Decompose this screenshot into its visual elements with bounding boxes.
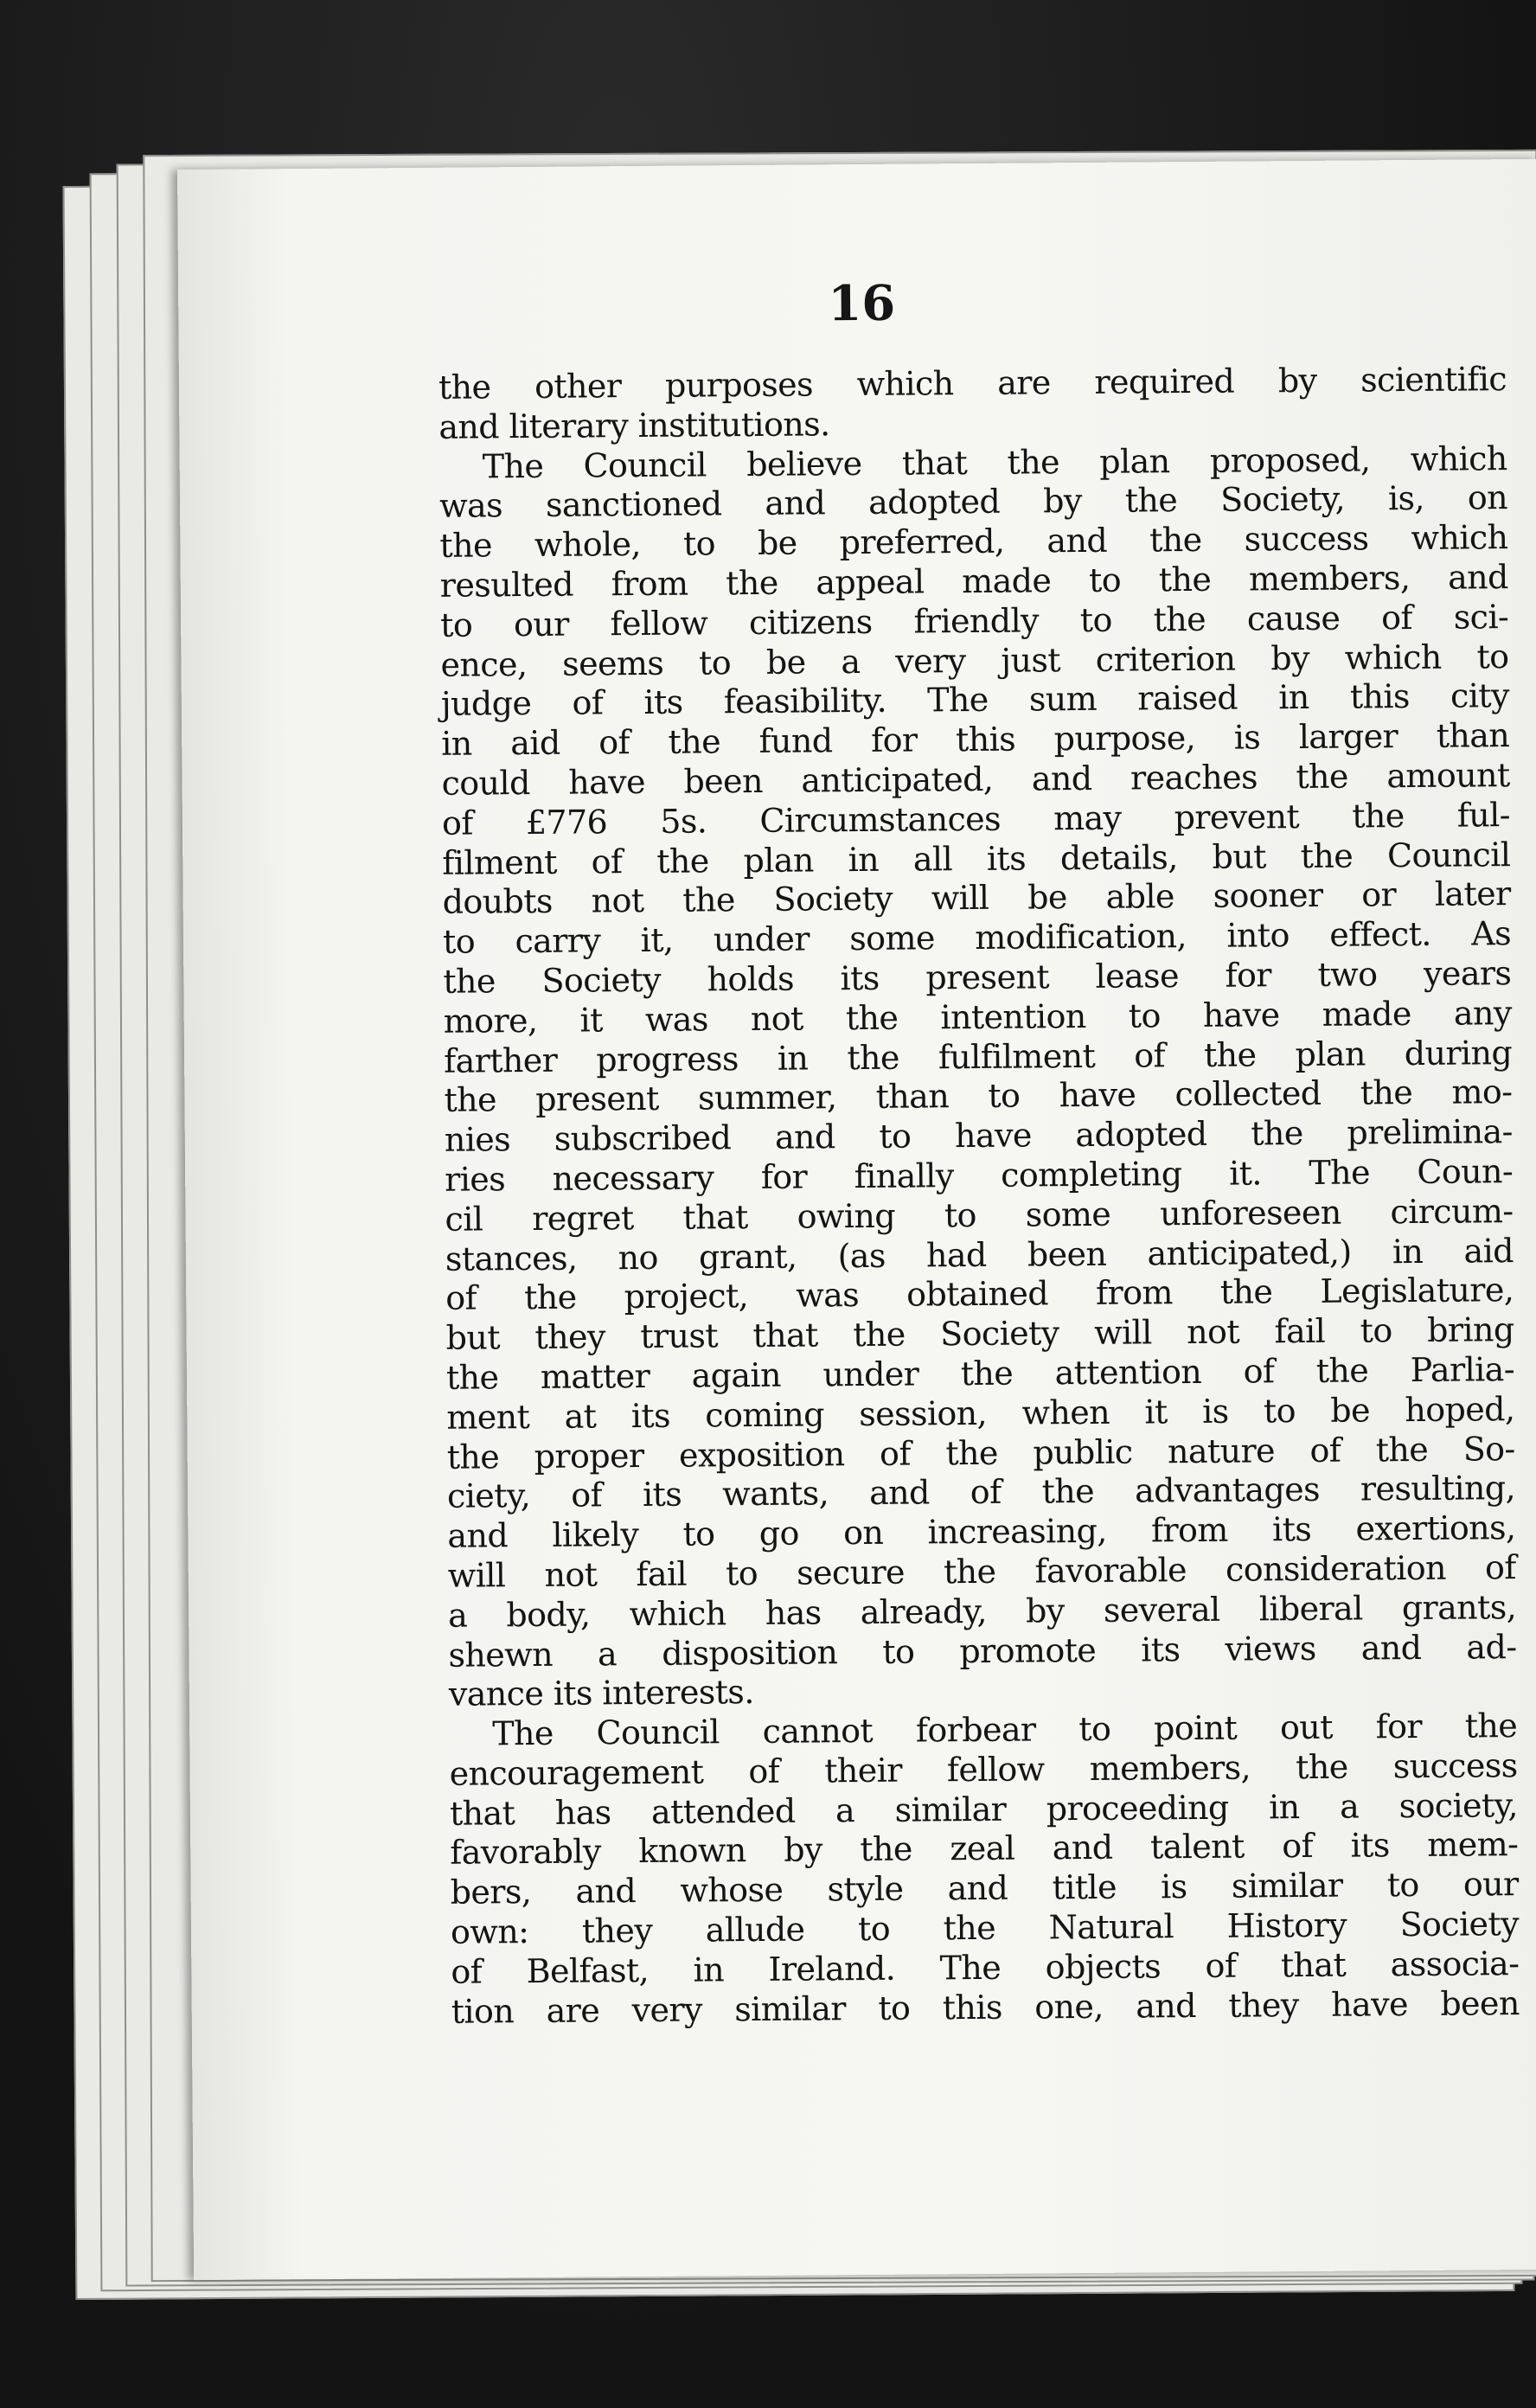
document-page: [177, 159, 1536, 2280]
text-line: The Council believe that the plan proposed, which: [482, 439, 1507, 486]
text-line: doubts not the Society will be able sooner or later: [442, 874, 1511, 922]
text-line: cil regret that owing to some unforeseen circum-: [445, 1191, 1514, 1239]
text-line: bers, and whose style and title is similar to our: [450, 1865, 1519, 1912]
text-line: of £776 5s. Circumstances may prevent the ful-: [441, 795, 1511, 842]
text-line: ries necessary for finally completing it. The Coun-: [445, 1152, 1514, 1199]
text-line: stances, no grant, (as had been anticipated,) in aid: [445, 1231, 1514, 1278]
text-line: shewn a disposition to promote its views and ad-: [448, 1627, 1517, 1675]
text-line: the whole, to be preferred, and the success which: [439, 518, 1508, 566]
text-line: was sanctioned and adopted by the Society, is, on: [438, 478, 1508, 526]
text-line: will not fail to secure the favorable consideration of: [447, 1547, 1516, 1595]
text-line: the Society holds its present lease for two years: [443, 954, 1512, 1001]
text-line: ciety, of its wants, and of the advantages resulting,: [446, 1469, 1516, 1516]
text-line: the matter again under the attention of the Parlia-: [445, 1350, 1515, 1397]
text-line: filment of the plan in all its details, but the Council: [442, 835, 1511, 882]
text-line: and likely to go on increasing, from its exertions,: [447, 1508, 1516, 1555]
text-line: ment at its coming session, when it is to be hoped,: [446, 1389, 1515, 1437]
body-text: [438, 360, 1520, 2032]
text-line: to carry it, under some modification, into effect. As: [442, 914, 1512, 961]
text-line: a body, which has already, by several liberal grants,: [447, 1587, 1517, 1635]
text-line: encouragement of their fellow members, the success: [449, 1745, 1518, 1793]
text-line: nies subscribed and to have adopted the prelimina-: [444, 1112, 1513, 1159]
text-line: The Council cannot forbear to point out for the: [492, 1707, 1518, 1753]
text-line: of the project, was obtained from the Legislature,: [445, 1271, 1514, 1318]
text-line: ence, seems to be a very just criterion by which to: [440, 637, 1509, 684]
text-line: but they trust that the Society will not fail to bring: [445, 1310, 1514, 1357]
text-line: to our fellow citizens friendly to the cause of sci-: [439, 597, 1509, 644]
text-line: the proper exposition of the public nature of the So-: [446, 1429, 1515, 1476]
page-number: 16: [828, 274, 896, 333]
text-line: in aid of the fund for this purpose, is larger than: [441, 716, 1510, 763]
text-line: the other purposes which are required by scientific: [438, 360, 1507, 407]
text-line: judge of its feasibility. The sum raised in this city: [440, 676, 1510, 724]
text-line: could have been anticipated, and reaches the amount: [441, 756, 1510, 803]
text-line: farther progress in the fulfilment of the plan during: [443, 1033, 1513, 1080]
text-line: own: they allude to the Natural History Society: [450, 1905, 1520, 1951]
text-line: of Belfast, in Ireland. The objects of that associa-: [451, 1944, 1520, 1991]
text-line: tion are very similar to this one, and they have been: [451, 1983, 1520, 2031]
text-line: vance its interests.: [448, 1673, 754, 1714]
text-line: the present summer, than to have collected the mo-: [444, 1073, 1513, 1120]
text-line: and literary institutions.: [438, 405, 830, 446]
text-line: more, it was not the intention to have made any: [443, 993, 1512, 1041]
text-line: favorably known by the zeal and talent of its mem-: [450, 1825, 1519, 1873]
text-line: resulted from the appeal made to the members, and: [439, 558, 1508, 605]
text-line: that has attended a similar proceeding in a society,: [449, 1785, 1519, 1833]
